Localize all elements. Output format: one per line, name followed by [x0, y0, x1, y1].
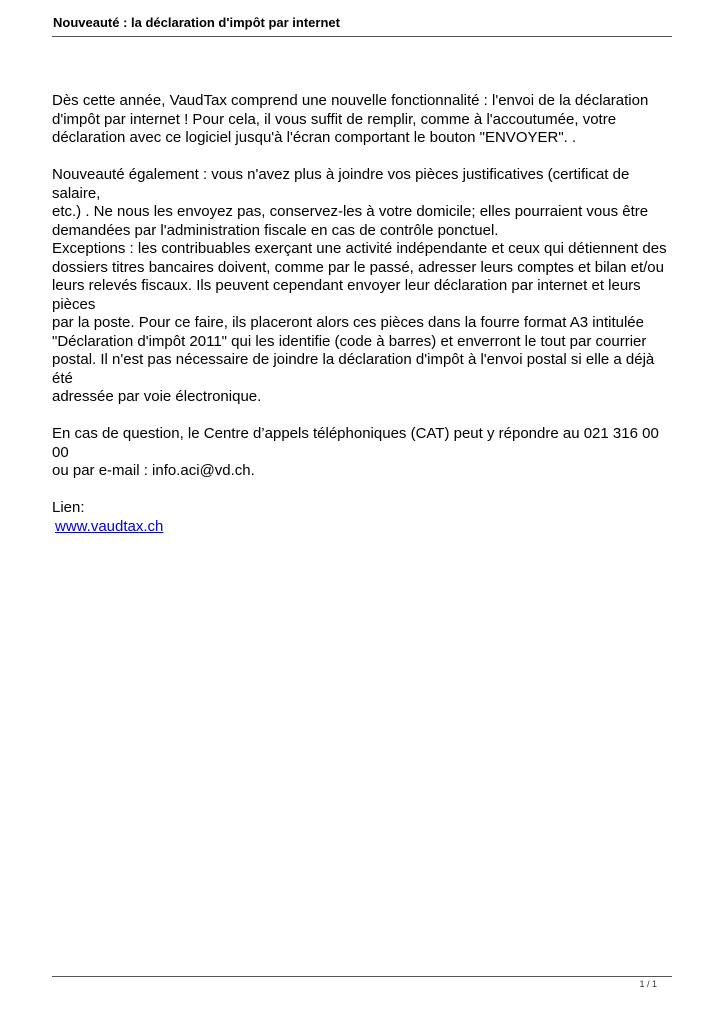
paragraph-line: Dès cette année, VaudTax comprend une nouvelle fonctionnalité : l'envoi de la déclaration	[52, 92, 649, 109]
link-label: Lien:	[52, 499, 85, 516]
page-title: Nouveauté : la déclaration d'impôt par internet	[53, 15, 340, 30]
paragraph-line: etc.) . Ne nous les envoyez pas, conservez-les à votre domicile; elles pourraient vous être	[52, 203, 649, 220]
paragraph-spacer	[52, 148, 677, 167]
header-divider	[52, 36, 672, 37]
paragraph-spacer	[52, 407, 677, 426]
paragraph-line: d'impôt par internet ! Pour cela, il vous suffit de remplir, comme à l'accoutumée, votre	[52, 110, 617, 128]
paragraph-line: déclaration avec ce logiciel jusqu'à l'écran comportant le bouton "ENVOYER". .	[52, 129, 577, 146]
page-number: 1 / 1	[639, 979, 657, 989]
paragraph-line: demandées par l'administration fiscale en cas de contrôle ponctuel.	[52, 221, 499, 239]
paragraph-line: par la poste. Pour ce faire, ils placeront alors ces pièces dans la fourre format A3 intitulée	[52, 314, 644, 331]
paragraph-line: En cas de question, le Centre d’appels téléphoniques (CAT) peut y répondre au 021 316 00 00	[52, 425, 659, 461]
paragraph-spacer	[52, 481, 677, 500]
paragraph-line: ou par e-mail : info.aci@vd.ch.	[52, 462, 255, 479]
paragraph-line: postal. Il n'est pas nécessaire de joindre la déclaration d'impôt à l'envoi postal si elle a déjà été	[52, 351, 655, 387]
link-row	[52, 518, 677, 537]
paragraph-line: dossiers titres bancaires doivent, comme par le passé, adresser leurs comptes et bilan et/ou	[52, 258, 664, 276]
paragraph-line: Nouveauté également : vous n'avez plus à joindre vos pièces justificatives (certificat de salaire,	[52, 166, 630, 202]
footer-divider	[52, 976, 672, 977]
paragraph-line: "Déclaration d'impôt 2011" qui les identifie (code à barres) et enverront le tout par courrier	[52, 332, 647, 350]
article-body	[52, 92, 677, 536]
paragraph-line: adressée par voie électronique.	[52, 388, 262, 405]
paragraph-line: leurs relevés fiscaux. Ils peuvent cependant envoyer leur déclaration par internet et leurs pièces	[52, 277, 641, 313]
paragraph-line: Exceptions : les contribuables exerçant une activité indépendante et ceux qui détiennent des	[52, 240, 667, 257]
vaudtax-link[interactable]: www.vaudtax.ch	[55, 517, 164, 535]
